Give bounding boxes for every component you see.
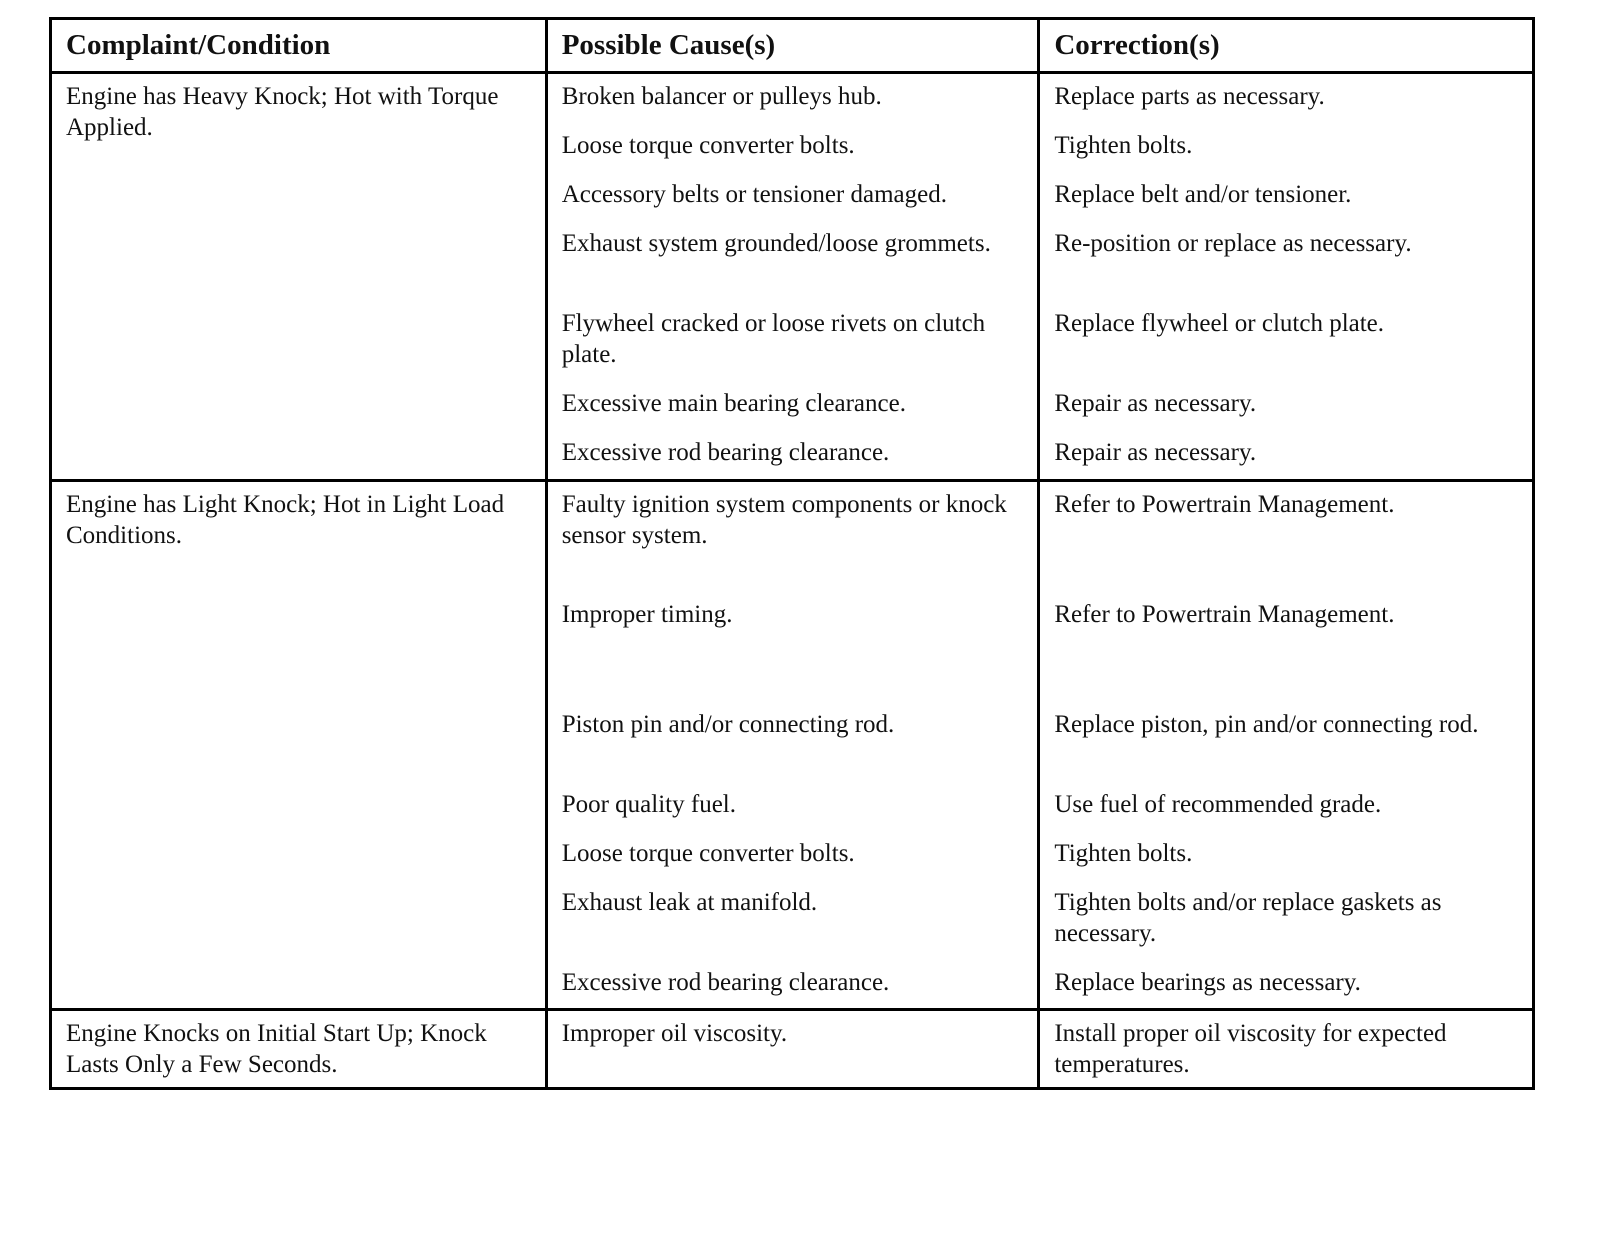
condition-cell — [51, 481, 547, 1010]
corrections-cell — [1039, 481, 1534, 1010]
table-row-group-2 — [51, 481, 1534, 1010]
correction-item: Replace parts as necessary. — [1054, 83, 1325, 110]
cause-item: Poor quality fuel. — [561, 791, 736, 818]
correction-item: Replace bearings as necessary. — [1054, 969, 1361, 996]
cause-item: Exhaust system grounded/loose grommets. — [561, 230, 991, 257]
correction-item: Refer to Powertrain Management. — [1054, 491, 1395, 518]
correction-item: Tighten bolts. — [1054, 132, 1193, 159]
condition-text: Engine has Light Knock; Hot in Light Load Conditions. — [66, 491, 505, 549]
correction-item: Repair as necessary. — [1054, 390, 1257, 417]
correction-item: Replace flywheel or clutch plate. — [1054, 310, 1385, 337]
correction-item: Install proper oil viscosity for expected temperatures. — [1054, 1020, 1447, 1078]
corrections-cell — [1039, 73, 1534, 481]
correction-item: Refer to Powertrain Management. — [1054, 601, 1395, 628]
header-corrections: Correction(s) — [1039, 19, 1534, 73]
table-row-group-1 — [51, 73, 1534, 481]
cause-item: Excessive rod bearing clearance. — [561, 439, 890, 466]
causes-cell — [546, 1010, 1039, 1089]
header-complaint-condition: Complaint/Condition — [51, 19, 547, 73]
cause-item: Loose torque converter bolts. — [561, 132, 855, 159]
correction-item: Tighten bolts. — [1054, 840, 1193, 867]
cause-item: Flywheel cracked or loose rivets on clutch plate. — [561, 310, 986, 368]
cause-item: Loose torque converter bolts. — [561, 840, 855, 867]
header-possible-causes: Possible Cause(s) — [546, 19, 1039, 73]
cause-item: Exhaust leak at manifold. — [561, 889, 818, 916]
cause-item: Piston pin and/or connecting rod. — [561, 711, 895, 738]
causes-cell — [546, 73, 1039, 481]
cause-item: Improper timing. — [561, 601, 733, 628]
cause-item: Broken balancer or pulleys hub. — [561, 83, 882, 110]
correction-item: Replace piston, pin and/or connecting rod. — [1054, 711, 1479, 738]
cause-item: Accessory belts or tensioner damaged. — [561, 181, 947, 208]
condition-text: Engine has Heavy Knock; Hot with Torque Applied. — [66, 83, 499, 141]
corrections-cell — [1039, 1010, 1534, 1089]
condition-cell — [51, 73, 547, 481]
cause-item: Improper oil viscosity. — [561, 1020, 788, 1047]
cause-item: Faulty ignition system components or knock sensor system. — [561, 491, 1007, 549]
correction-item: Repair as necessary. — [1054, 439, 1257, 466]
cause-item: Excessive rod bearing clearance. — [561, 969, 890, 996]
causes-cell — [546, 481, 1039, 1010]
condition-text: Engine Knocks on Initial Start Up; Knock Lasts Only a Few Seconds. — [66, 1020, 487, 1078]
diagnosis-table — [49, 17, 1535, 1090]
correction-item: Use fuel of recommended grade. — [1054, 791, 1382, 818]
cause-item: Excessive main bearing clearance. — [561, 390, 906, 417]
correction-item: Re-position or replace as necessary. — [1054, 230, 1412, 257]
correction-item: Replace belt and/or tensioner. — [1054, 181, 1352, 208]
condition-cell — [51, 1010, 547, 1089]
header-row — [51, 19, 1534, 73]
table-row-group-3 — [51, 1010, 1534, 1089]
correction-item: Tighten bolts and/or replace gaskets as necessary. — [1054, 889, 1442, 947]
